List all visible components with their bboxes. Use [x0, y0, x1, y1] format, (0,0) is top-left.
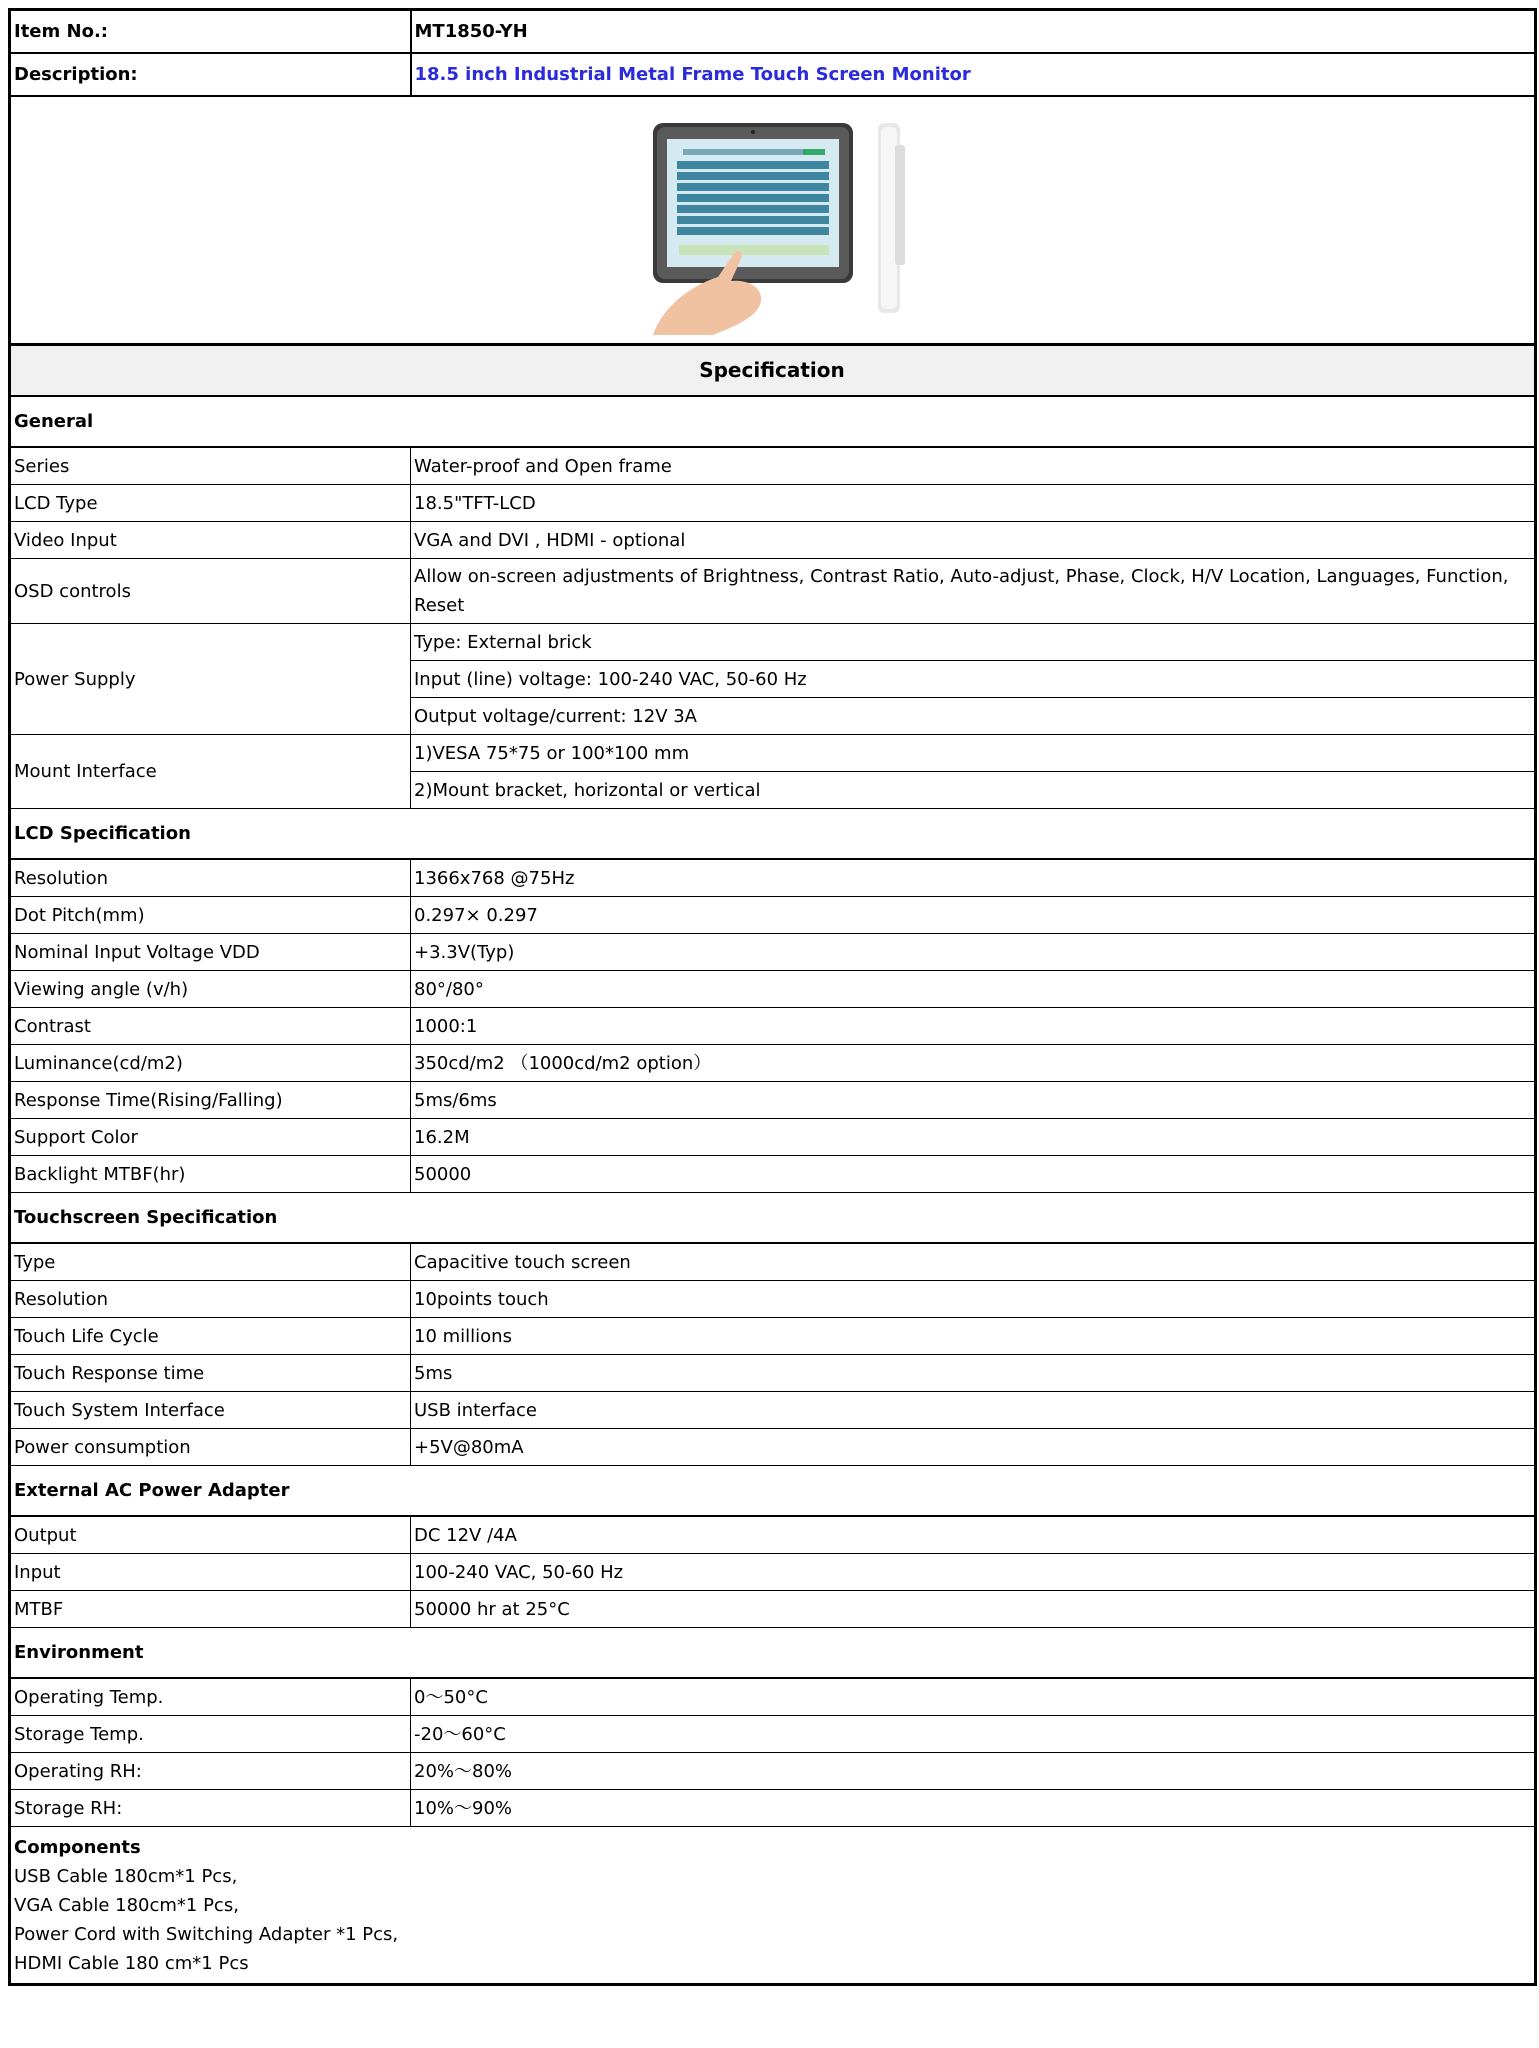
product-image-row	[10, 96, 1536, 345]
components-row	[10, 1827, 1536, 1985]
spec-value: Type: External brick	[411, 624, 1536, 661]
spec-value: 50000	[411, 1156, 1536, 1193]
spec-row	[10, 897, 1536, 934]
spec-value: Water-proof and Open frame	[411, 447, 1536, 485]
spec-row	[10, 1790, 1536, 1827]
section-lcd	[10, 809, 1536, 860]
spec-value: -20～60°C	[411, 1716, 1536, 1753]
spec-value: 0～50°C	[411, 1678, 1536, 1716]
spec-label: Series	[10, 447, 411, 485]
spec-table	[8, 8, 1537, 1986]
spec-value: 80°/80°	[411, 971, 1536, 1008]
components-title: Components	[14, 1837, 141, 1858]
spec-row	[10, 1008, 1536, 1045]
spec-label: Dot Pitch(mm)	[10, 897, 411, 934]
spec-label: MTBF	[10, 1591, 411, 1628]
spec-row	[10, 559, 1536, 624]
component-item: VGA Cable 180cm*1 Pcs,	[14, 1895, 239, 1916]
spec-label: Viewing angle (v/h)	[10, 971, 411, 1008]
spec-row	[10, 1318, 1536, 1355]
spec-row	[10, 522, 1536, 559]
product-image	[623, 105, 923, 335]
spec-value: 5ms/6ms	[411, 1082, 1536, 1119]
description-label: Description:	[10, 53, 411, 96]
spec-value: 1)VESA 75*75 or 100*100 mm	[411, 735, 1536, 772]
spec-row	[10, 624, 1536, 661]
spec-label: Contrast	[10, 1008, 411, 1045]
monitor-illustration	[623, 105, 923, 335]
spec-label: OSD controls	[10, 559, 411, 624]
spec-value: 10 millions	[411, 1318, 1536, 1355]
spec-row	[10, 1082, 1536, 1119]
spec-label: Power consumption	[10, 1429, 411, 1466]
component-item: HDMI Cable 180 cm*1 Pcs	[14, 1953, 249, 1974]
section-title: External AC Power Adapter	[10, 1466, 1536, 1517]
spec-value: VGA and DVI , HDMI - optional	[411, 522, 1536, 559]
spec-row	[10, 485, 1536, 522]
spec-value: +5V@80mA	[411, 1429, 1536, 1466]
spec-label: Storage RH:	[10, 1790, 411, 1827]
spec-row	[10, 1156, 1536, 1193]
spec-row	[10, 1243, 1536, 1281]
spec-value: 0.297× 0.297	[411, 897, 1536, 934]
spec-value: Output voltage/current: 12V 3A	[411, 698, 1536, 735]
section-general	[10, 396, 1536, 447]
spec-value: Input (line) voltage: 100-240 VAC, 50-60 Hz	[411, 661, 1536, 698]
spec-label: Touch System Interface	[10, 1392, 411, 1429]
product-image-cell	[10, 96, 1536, 345]
spec-label: Support Color	[10, 1119, 411, 1156]
spec-value: Allow on-screen adjustments of Brightness, Contrast Ratio, Auto-adjust, Phase, Clock, H/V Location, Languages, Function, Reset	[411, 559, 1536, 624]
spec-label: Type	[10, 1243, 411, 1281]
section-touchscreen	[10, 1193, 1536, 1244]
item-no-row	[10, 10, 1536, 54]
spec-row	[10, 735, 1536, 772]
specification-header-row	[10, 345, 1536, 397]
spec-value: Capacitive touch screen	[411, 1243, 1536, 1281]
spec-row	[10, 1392, 1536, 1429]
spec-label: Output	[10, 1516, 411, 1554]
spec-value: 50000 hr at 25°C	[411, 1591, 1536, 1628]
spec-row	[10, 1716, 1536, 1753]
section-title: LCD Specification	[10, 809, 1536, 860]
spec-value: 100-240 VAC, 50-60 Hz	[411, 1554, 1536, 1591]
spec-row	[10, 971, 1536, 1008]
spec-label: Luminance(cd/m2)	[10, 1045, 411, 1082]
spec-label: Nominal Input Voltage VDD	[10, 934, 411, 971]
spec-label: Operating Temp.	[10, 1678, 411, 1716]
spec-value: 2)Mount bracket, horizontal or vertical	[411, 772, 1536, 809]
spec-label: Resolution	[10, 1281, 411, 1318]
spec-value: 10points touch	[411, 1281, 1536, 1318]
spec-value: 350cd/m2 （1000cd/m2 option）	[411, 1045, 1536, 1082]
section-title: Environment	[10, 1628, 1536, 1679]
spec-label: Operating RH:	[10, 1753, 411, 1790]
spec-label: Touch Response time	[10, 1355, 411, 1392]
spec-label: Storage Temp.	[10, 1716, 411, 1753]
spec-value: +3.3V(Typ)	[411, 934, 1536, 971]
section-power-adapter	[10, 1466, 1536, 1517]
spec-value: 20%～80%	[411, 1753, 1536, 1790]
spec-row	[10, 1591, 1536, 1628]
spec-value: DC 12V /4A	[411, 1516, 1536, 1554]
section-environment	[10, 1628, 1536, 1679]
spec-row	[10, 447, 1536, 485]
spec-row	[10, 1678, 1536, 1716]
item-no-value: MT1850-YH	[411, 10, 1536, 54]
section-title: General	[10, 396, 1536, 447]
spec-label: Input	[10, 1554, 411, 1591]
spec-value: 18.5"TFT-LCD	[411, 485, 1536, 522]
spec-value: 10%～90%	[411, 1790, 1536, 1827]
spec-label: Touch Life Cycle	[10, 1318, 411, 1355]
spec-row	[10, 1516, 1536, 1554]
section-title: Touchscreen Specification	[10, 1193, 1536, 1244]
spec-value: 16.2M	[411, 1119, 1536, 1156]
spec-row	[10, 859, 1536, 897]
spec-row	[10, 1045, 1536, 1082]
spec-row	[10, 934, 1536, 971]
spec-row	[10, 1554, 1536, 1591]
spec-label: Response Time(Rising/Falling)	[10, 1082, 411, 1119]
spec-row	[10, 1429, 1536, 1466]
spec-row	[10, 1355, 1536, 1392]
spec-row	[10, 1753, 1536, 1790]
components-cell	[10, 1827, 1536, 1985]
spec-value: 1366x768 @75Hz	[411, 859, 1536, 897]
specification-title: Specification	[10, 345, 1536, 397]
spec-row	[10, 1119, 1536, 1156]
description-value: 18.5 inch Industrial Metal Frame Touch Screen Monitor	[411, 53, 1536, 96]
spec-value: 5ms	[411, 1355, 1536, 1392]
spec-row	[10, 1281, 1536, 1318]
spec-label: Video Input	[10, 522, 411, 559]
spec-value: USB interface	[411, 1392, 1536, 1429]
component-item: Power Cord with Switching Adapter *1 Pcs,	[14, 1924, 399, 1945]
spec-value: 1000:1	[411, 1008, 1536, 1045]
item-no-label: Item No.:	[10, 10, 411, 54]
spec-label: LCD Type	[10, 485, 411, 522]
description-row	[10, 53, 1536, 96]
spec-label: Resolution	[10, 859, 411, 897]
spec-label: Power Supply	[10, 624, 411, 735]
spec-label: Backlight MTBF(hr)	[10, 1156, 411, 1193]
component-item: USB Cable 180cm*1 Pcs,	[14, 1866, 238, 1887]
spec-label: Mount Interface	[10, 735, 411, 809]
